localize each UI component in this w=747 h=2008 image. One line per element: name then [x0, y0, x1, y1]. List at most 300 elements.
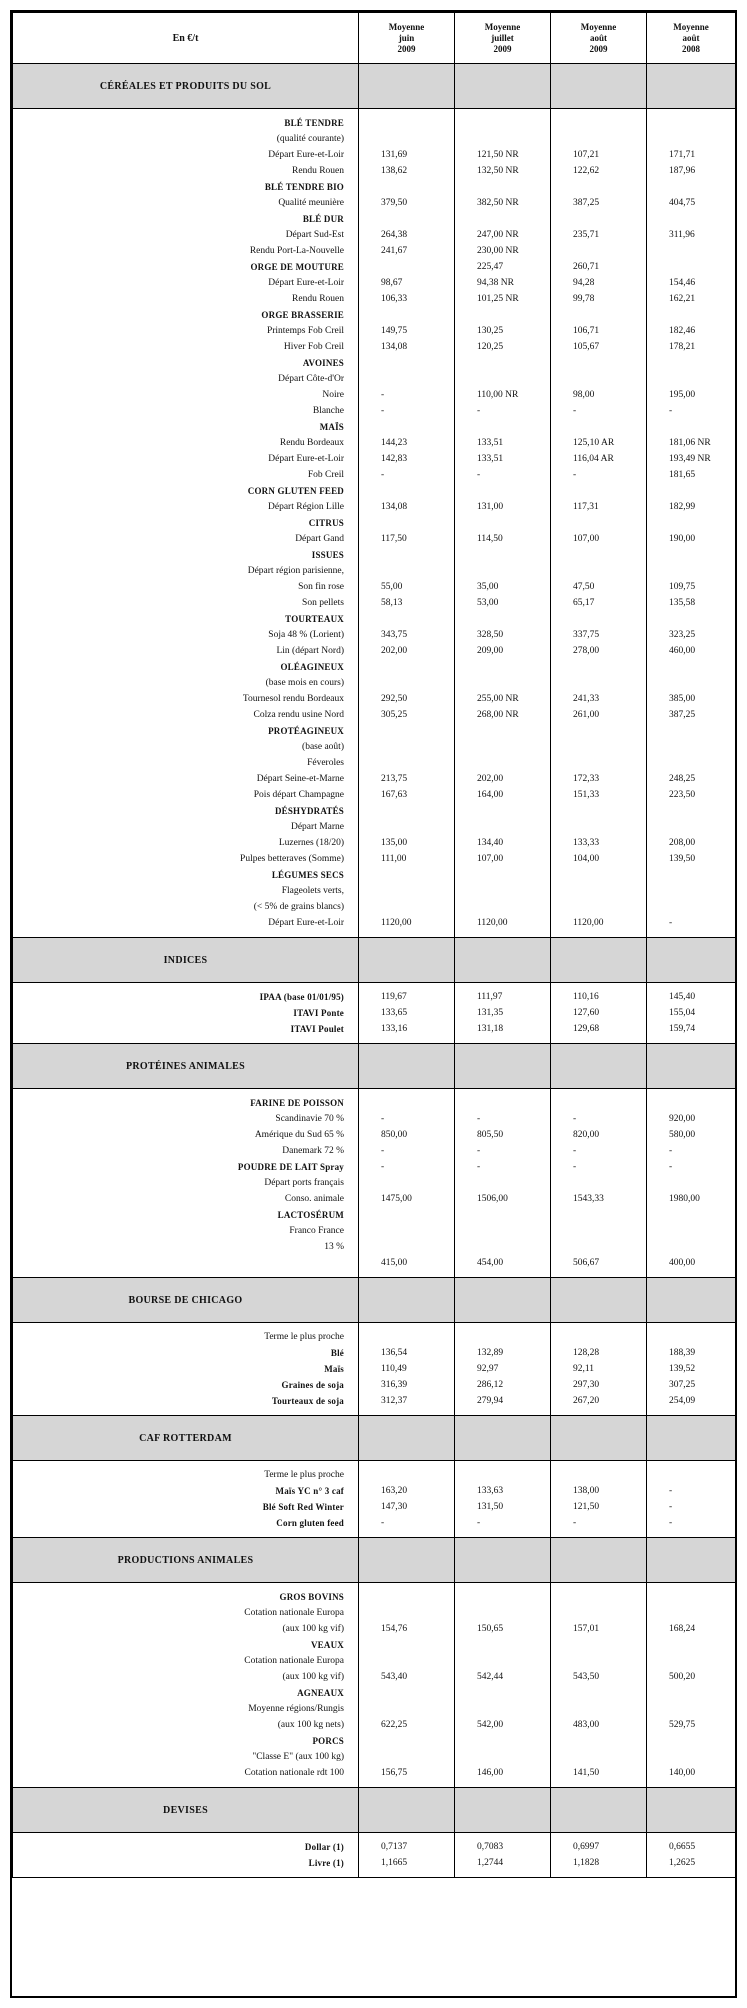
section-header-cereales-et-produits-du-sol: [13, 64, 736, 109]
value-cell: 58,13: [381, 598, 403, 608]
value-cell: -: [669, 918, 673, 928]
value-cell: -: [477, 470, 481, 480]
row-label: Rendu Rouen: [292, 294, 344, 304]
value-cell: [551, 819, 646, 835]
value-cell: [551, 1207, 646, 1223]
value-cell: [647, 515, 735, 531]
section-body-cereales-et-produits-du-sol: [13, 109, 736, 938]
value-column-4: [647, 983, 736, 1044]
section-title: INDICES: [13, 938, 359, 983]
category-heading: AVOINES: [302, 358, 344, 368]
value-cell: 580,00: [669, 1130, 696, 1140]
value-cell: 140,00: [669, 1768, 696, 1778]
value-cell: 268,00 NR: [477, 710, 519, 720]
row-label: Départ région parisienne,: [247, 566, 344, 576]
section-header-cell: [359, 1538, 455, 1583]
value-cell: 1475,00: [381, 1194, 412, 1204]
value-cell: 1120,00: [477, 918, 508, 928]
section-header-cell: [455, 938, 551, 983]
value-cell: 225,47: [477, 262, 504, 272]
value-cell: [455, 675, 550, 691]
category-heading: CORN GLUTEN FEED: [247, 486, 344, 496]
row-label: Danemark 72 %: [282, 1146, 344, 1156]
value-cell: [359, 1637, 454, 1653]
value-cell: 35,00: [477, 582, 499, 592]
value-cell: 132,50 NR: [477, 166, 519, 176]
value-cell: [359, 1685, 454, 1701]
value-cell: [647, 867, 735, 883]
value-cell: 105,67: [573, 342, 600, 352]
value-cell: 305,25: [381, 710, 408, 720]
value-cell: 181,06 NR: [669, 438, 711, 448]
value-cell: 157,01: [573, 1624, 600, 1634]
value-cell: 116,04 AR: [573, 454, 614, 464]
section-title: CÉRÉALES ET PRODUITS DU SOL: [13, 64, 359, 109]
price-table-page: [10, 10, 737, 1998]
row-label: Départ Côte-d'Or: [278, 374, 344, 384]
value-cell: [455, 1223, 550, 1239]
value-cell: 159,74: [669, 1024, 696, 1034]
value-cell: [551, 307, 646, 323]
value-cell: 142,83: [381, 454, 408, 464]
value-cell: 213,75: [381, 774, 408, 784]
value-cell: [647, 1329, 735, 1345]
value-cell: 235,71: [573, 230, 600, 240]
section-header-cell: [359, 1278, 455, 1323]
value-cell: 182,99: [669, 502, 696, 512]
value-cell: 260,71: [573, 262, 600, 272]
value-cell: [455, 803, 550, 819]
value-cell: 223,50: [669, 790, 696, 800]
value-cell: [647, 1749, 735, 1765]
value-cell: -: [381, 1146, 385, 1156]
section-header-indices: [13, 938, 736, 983]
value-column-2: [455, 109, 551, 938]
section-header-caf-rotterdam: [13, 1416, 736, 1461]
row-label: Hiver Fob Creil: [283, 342, 344, 352]
row-label: Cotation nationale Europa: [244, 1608, 344, 1618]
value-cell: [647, 883, 735, 899]
value-cell: [551, 867, 646, 883]
value-cell: 92,97: [477, 1364, 499, 1374]
value-cell: 119,67: [381, 992, 407, 1002]
value-cell: 820,00: [573, 1130, 600, 1140]
value-column-4: [647, 1461, 736, 1538]
value-cell: -: [669, 1162, 673, 1172]
value-cell: 122,62: [573, 166, 600, 176]
category-heading: ORGE BRASSERIE: [261, 310, 344, 320]
category-heading: VEAUX: [310, 1640, 344, 1650]
value-cell: [359, 611, 454, 627]
value-cell: [647, 659, 735, 675]
row-label: Blé: [330, 1348, 344, 1358]
value-cell: [455, 1239, 550, 1255]
value-cell: -: [477, 1162, 481, 1172]
value-cell: 337,75: [573, 630, 600, 640]
row-label: Lin (départ Nord): [276, 646, 344, 656]
section-body-devises: [13, 1833, 736, 1878]
value-cell: [551, 611, 646, 627]
value-cell: [647, 1467, 735, 1483]
value-cell: 129,68: [573, 1024, 600, 1034]
value-column-2: [455, 1461, 551, 1538]
value-cell: [647, 115, 735, 131]
value-cell: 53,00: [477, 598, 499, 608]
row-label: IPAA (base 01/01/95): [259, 992, 344, 1002]
value-cell: 117,50: [381, 534, 407, 544]
value-cell: [359, 355, 454, 371]
row-label: Terme le plus proche: [264, 1470, 344, 1480]
row-label: Maïs YC n° 3 caf: [275, 1486, 344, 1496]
value-cell: 144,23: [381, 438, 408, 448]
value-cell: 178,21: [669, 342, 696, 352]
value-cell: 278,00: [573, 646, 600, 656]
value-cell: 172,33: [573, 774, 600, 784]
value-cell: 167,63: [381, 790, 408, 800]
value-column-1: [359, 109, 455, 938]
value-column-3: [551, 1833, 647, 1878]
value-cell: 542,00: [477, 1720, 504, 1730]
category-heading: GROS BOVINS: [279, 1592, 344, 1602]
row-label: Pulpes betteraves (Somme): [240, 854, 344, 864]
value-cell: 400,00: [669, 1258, 696, 1268]
category-heading: TOURTEAUX: [285, 614, 344, 624]
value-cell: 255,00 NR: [477, 694, 519, 704]
row-label: Rendu Bordeaux: [279, 438, 344, 448]
value-cell: 286,12: [477, 1380, 504, 1390]
value-column-2: [455, 983, 551, 1044]
value-cell: 127,60: [573, 1008, 600, 1018]
section-header-cell: [359, 64, 455, 109]
value-cell: [455, 1589, 550, 1605]
table-header-row: [13, 13, 736, 64]
value-cell: [455, 659, 550, 675]
value-cell: [359, 899, 454, 915]
value-cell: -: [669, 1502, 673, 1512]
value-cell: [647, 1223, 735, 1239]
value-cell: 131,00: [477, 502, 504, 512]
value-cell: 141,50: [573, 1768, 600, 1778]
header-col-aug-2008: Moyenne août 2008: [647, 13, 736, 64]
value-cell: [647, 1653, 735, 1669]
value-cell: 920,00: [669, 1114, 696, 1124]
section-header-cell: [455, 1044, 551, 1089]
value-cell: 254,09: [669, 1396, 696, 1406]
value-cell: 193,49 NR: [669, 454, 711, 464]
value-cell: [455, 755, 550, 771]
value-cell: 136,54: [381, 1348, 408, 1358]
value-column-3: [551, 1583, 647, 1788]
header-unit-label: En €/t: [13, 13, 359, 64]
value-cell: [551, 803, 646, 819]
value-cell: [359, 755, 454, 771]
value-cell: [647, 1175, 735, 1191]
value-cell: 154,76: [381, 1624, 408, 1634]
value-cell: [551, 563, 646, 579]
value-cell: [647, 611, 735, 627]
value-cell: 188,39: [669, 1348, 696, 1358]
value-cell: -: [573, 1162, 577, 1172]
value-cell: 163,20: [381, 1486, 408, 1496]
section-header-productions-animales: [13, 1538, 736, 1583]
row-label: Corn gluten feed: [276, 1518, 344, 1528]
section-header-cell: [647, 938, 736, 983]
value-cell: [647, 179, 735, 195]
row-label: Blanche: [312, 406, 344, 416]
value-cell: [551, 371, 646, 387]
value-cell: -: [477, 1518, 481, 1528]
row-label: Tourteaux de soja: [271, 1396, 344, 1406]
value-cell: 248,25: [669, 774, 696, 784]
label-column: [13, 1323, 359, 1416]
value-cell: 107,00: [477, 854, 504, 864]
value-cell: [647, 563, 735, 579]
section-header-cell: [647, 1278, 736, 1323]
value-cell: -: [381, 470, 385, 480]
value-cell: 121,50: [573, 1502, 600, 1512]
value-cell: 328,50: [477, 630, 504, 640]
value-cell: [455, 1733, 550, 1749]
value-cell: 454,00: [477, 1258, 504, 1268]
value-column-4: [647, 1833, 736, 1878]
value-cell: [359, 483, 454, 499]
value-cell: 133,63: [477, 1486, 504, 1496]
value-cell: [551, 1239, 646, 1255]
value-cell: [455, 1685, 550, 1701]
value-cell: [551, 243, 646, 259]
value-cell: [647, 355, 735, 371]
category-heading: PROTÉAGINEUX: [268, 726, 344, 736]
row-label: (aux 100 kg nets): [277, 1720, 344, 1730]
value-cell: [359, 179, 454, 195]
row-label: 13 %: [324, 1242, 344, 1252]
value-cell: 132,89: [477, 1348, 504, 1358]
row-label: Son fin rose: [298, 582, 344, 592]
value-cell: [455, 211, 550, 227]
value-cell: 241,67: [381, 246, 408, 256]
value-cell: -: [477, 1114, 481, 1124]
row-label: Colza rendu usine Nord: [253, 710, 344, 720]
row-label: Terme le plus proche: [264, 1332, 344, 1342]
value-cell: 312,37: [381, 1396, 408, 1406]
value-cell: [551, 547, 646, 563]
value-cell: 387,25: [669, 710, 696, 720]
row-label: Départ Marne: [290, 822, 344, 832]
row-label: Cotation nationale Europa: [244, 1656, 344, 1666]
value-cell: -: [573, 406, 577, 416]
value-cell: 98,67: [381, 278, 403, 288]
value-cell: 1,2625: [669, 1858, 696, 1868]
value-column-3: [551, 109, 647, 938]
section-header-cell: [551, 1788, 647, 1833]
value-cell: 135,58: [669, 598, 696, 608]
value-cell: [455, 1637, 550, 1653]
value-cell: 156,75: [381, 1768, 408, 1778]
value-cell: 1506,00: [477, 1194, 508, 1204]
value-cell: [647, 803, 735, 819]
value-cell: [551, 1685, 646, 1701]
value-cell: 134,08: [381, 502, 408, 512]
section-header-devises: [13, 1788, 736, 1833]
value-cell: [359, 1733, 454, 1749]
value-cell: [359, 1223, 454, 1239]
category-heading: CITRUS: [308, 518, 344, 528]
value-cell: 94,28: [573, 278, 595, 288]
value-cell: [551, 739, 646, 755]
value-cell: 133,51: [477, 454, 504, 464]
category-heading: POUDRE DE LAIT Spray: [237, 1162, 344, 1172]
section-header-cell: [455, 1278, 551, 1323]
value-cell: 168,24: [669, 1624, 696, 1634]
value-cell: [551, 355, 646, 371]
row-label: Luzernes (18/20): [278, 838, 344, 848]
value-cell: [551, 1637, 646, 1653]
value-cell: 171,71: [669, 150, 696, 160]
row-label: Scandinavie 70 %: [275, 1114, 344, 1124]
value-cell: 101,25 NR: [477, 294, 519, 304]
value-cell: 382,50 NR: [477, 198, 519, 208]
value-cell: [455, 1605, 550, 1621]
value-cell: [647, 1589, 735, 1605]
category-heading: FARINE DE POISSON: [250, 1098, 344, 1108]
value-cell: [359, 419, 454, 435]
row-label: Départ Région Lille: [268, 502, 344, 512]
value-cell: [647, 211, 735, 227]
value-cell: 1,2744: [477, 1858, 504, 1868]
row-label: Son pellets: [302, 598, 344, 608]
row-label: ITAVI Poulet: [290, 1024, 344, 1034]
value-cell: 107,21: [573, 150, 600, 160]
value-cell: 135,00: [381, 838, 408, 848]
value-cell: [551, 899, 646, 915]
row-label: Départ Eure-et-Loir: [268, 454, 344, 464]
row-label: Dollar (1): [304, 1842, 344, 1852]
value-cell: [551, 179, 646, 195]
value-cell: 195,00: [669, 390, 696, 400]
row-label: Maïs: [324, 1364, 344, 1374]
category-heading: ORGE DE MOUTURE: [250, 262, 344, 272]
value-cell: 543,40: [381, 1672, 408, 1682]
value-cell: 247,00 NR: [477, 230, 519, 240]
row-label: Franco France: [289, 1226, 344, 1236]
value-column-1: [359, 1583, 455, 1788]
row-label: (base août): [302, 742, 344, 752]
value-cell: 1,1665: [381, 1858, 408, 1868]
value-cell: [551, 659, 646, 675]
value-cell: 1120,00: [573, 918, 604, 928]
category-heading: BLÉ TENDRE BIO: [264, 182, 344, 192]
value-cell: 139,50: [669, 854, 696, 864]
value-cell: 110,16: [573, 992, 599, 1002]
value-cell: [359, 131, 454, 147]
value-cell: -: [381, 1114, 385, 1124]
value-cell: [647, 675, 735, 691]
value-cell: 500,20: [669, 1672, 696, 1682]
value-cell: 264,38: [381, 230, 408, 240]
value-cell: 187,96: [669, 166, 696, 176]
row-label: Départ Sud-Est: [285, 230, 344, 240]
value-column-2: [455, 1833, 551, 1878]
value-cell: [551, 1467, 646, 1483]
value-cell: [551, 1223, 646, 1239]
section-header-cell: [551, 1044, 647, 1089]
value-column-3: [551, 1461, 647, 1538]
value-cell: -: [477, 1146, 481, 1156]
value-cell: 622,25: [381, 1720, 408, 1730]
value-cell: [455, 1207, 550, 1223]
value-cell: 483,00: [573, 1720, 600, 1730]
section-header-cell: [647, 1538, 736, 1583]
label-column: [13, 109, 359, 938]
value-cell: [647, 1733, 735, 1749]
value-cell: 134,40: [477, 838, 504, 848]
value-cell: [647, 131, 735, 147]
value-cell: 1,1828: [573, 1858, 600, 1868]
value-cell: 150,65: [477, 1624, 504, 1634]
value-column-1: [359, 983, 455, 1044]
row-label: Flageolets verts,: [281, 886, 344, 896]
value-cell: -: [669, 1486, 673, 1496]
row-label: Féveroles: [307, 758, 344, 768]
section-header-bourse-de-chicago: [13, 1278, 736, 1323]
value-cell: [359, 867, 454, 883]
section-header-cell: [647, 1044, 736, 1089]
value-cell: 209,00: [477, 646, 504, 656]
value-cell: 94,38 NR: [477, 278, 514, 288]
value-cell: [455, 1653, 550, 1669]
section-body-indices: [13, 983, 736, 1044]
section-header-cell: [551, 938, 647, 983]
value-cell: [359, 659, 454, 675]
value-cell: 92,11: [573, 1364, 595, 1374]
value-cell: [647, 483, 735, 499]
section-header-cell: [551, 1416, 647, 1461]
value-cell: 110,00 NR: [477, 390, 519, 400]
header-col-jun-2009: Moyenne juin 2009: [359, 13, 455, 64]
value-cell: [359, 1589, 454, 1605]
value-cell: 542,44: [477, 1672, 504, 1682]
value-cell: [647, 755, 735, 771]
price-table: [12, 12, 736, 1878]
value-cell: 98,00: [573, 390, 595, 400]
value-cell: 109,75: [669, 582, 696, 592]
value-cell: [455, 515, 550, 531]
section-title: PRODUCTIONS ANIMALES: [13, 1538, 359, 1583]
section-header-proteines-animales: [13, 1044, 736, 1089]
value-cell: 106,33: [381, 294, 408, 304]
value-cell: 307,25: [669, 1380, 696, 1390]
label-column: [13, 1583, 359, 1788]
value-cell: 805,50: [477, 1130, 504, 1140]
section-body-caf-rotterdam: [13, 1461, 736, 1538]
value-cell: [647, 1207, 735, 1223]
category-heading: LÉGUMES SECS: [271, 870, 344, 880]
value-cell: [359, 211, 454, 227]
value-cell: 125,10 AR: [573, 438, 615, 448]
row-label: Tournesol rendu Bordeaux: [242, 694, 344, 704]
value-cell: 182,46: [669, 326, 696, 336]
value-cell: [359, 1207, 454, 1223]
category-heading: BLÉ DUR: [302, 214, 344, 224]
value-cell: [359, 675, 454, 691]
value-cell: [455, 483, 550, 499]
row-label: Départ Eure-et-Loir: [268, 150, 344, 160]
value-cell: [455, 371, 550, 387]
value-cell: 316,39: [381, 1380, 408, 1390]
value-column-4: [647, 1323, 736, 1416]
section-header-cell: [359, 1044, 455, 1089]
label-column: [13, 983, 359, 1044]
